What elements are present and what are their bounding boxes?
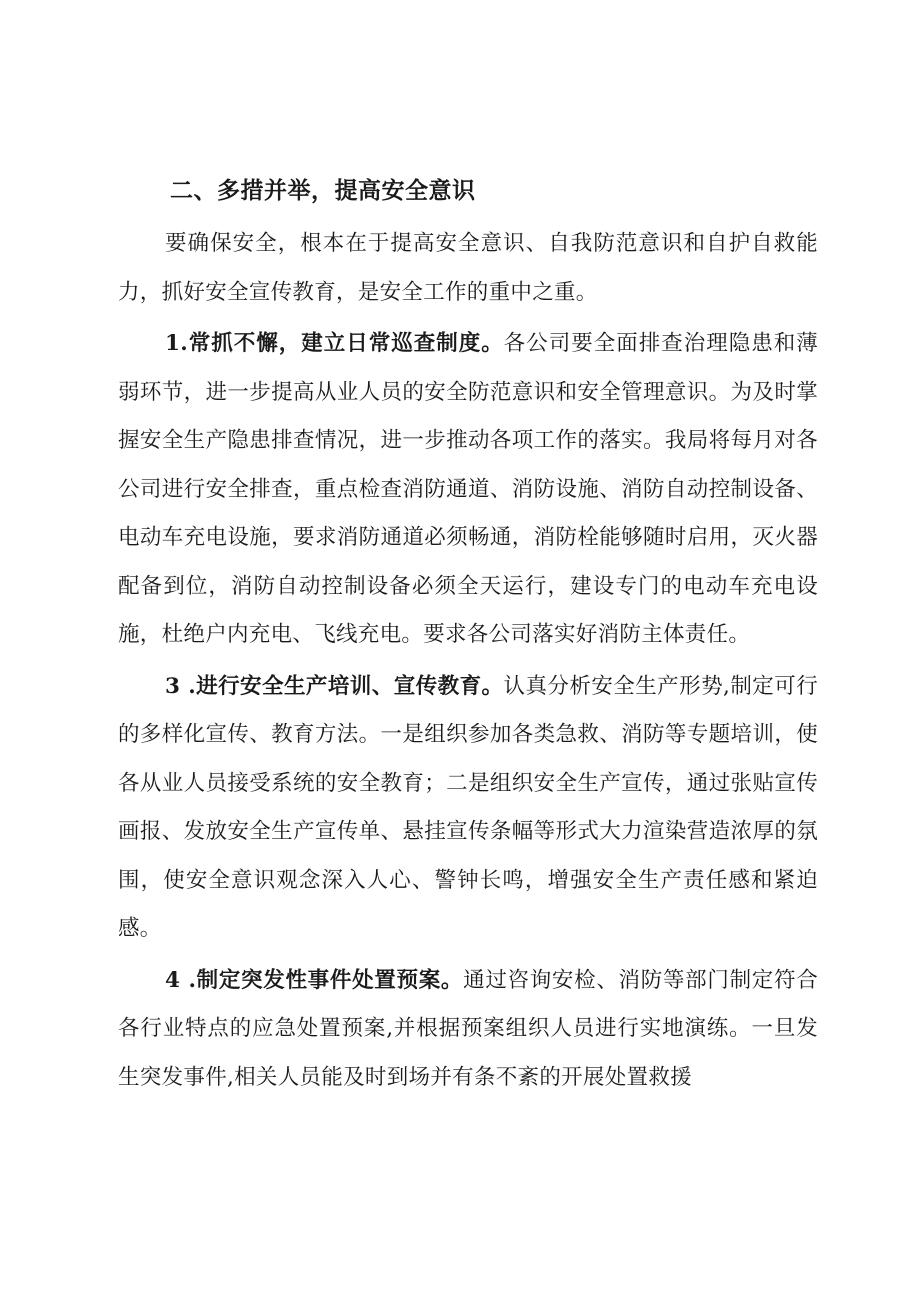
item-paragraph-3 [118, 663, 818, 954]
item-paragraph-4 [118, 957, 818, 1103]
item-body-1: 各公司要全面排查治理隐患和薄弱环节，进一步提高从业人员的安全防范意识和安全管理意识。为及时掌握安全生产隐患排查情况，进一步推动各项工作的落实。我局将每月对各公司进行安全排查，重点检查消防通道、消防设施、消防自动控制设备、电动车充电设施，要求消防通道必须畅通，消防栓能够随时启用，灭火器配备到位，消防自动控制设备必须全天运行，建设专门的电动车充电设施，杜绝户内充电、飞线充电。要求各公司落实好消防主体责任。 [118, 331, 818, 647]
item-paragraph-1 [118, 320, 818, 660]
item-lead-1: 1.常抓不懈，建立日常巡查制度。 [165, 331, 504, 356]
section-heading: 二、多措并举，提高安全意识 [170, 178, 476, 204]
item-body-4: 通过咨询安检、消防等部门制定符合各行业特点的应急处置预案,并根据预案组织人员进行实地演练。一旦发生突发事件,相关人员能及时到场并有条不紊的开展处置救援 [118, 967, 818, 1090]
item-body-3: 认真分析安全生产形势,制定可行的多样化宣传、教育方法。一是组织参加各类急救、消防等专题培训，使各从业人员接受系统的安全教育；二是组织安全生产宣传，通过张贴宣传画报、发放安全生产宣传单、悬挂宣传条幅等形式大力渲染营造浓厚的氛围，使安全意识观念深入人心、警钟长鸣，增强安全生产责任感和紧迫感。 [118, 673, 818, 941]
item-lead-3: 3 .进行安全生产培训、宣传教育。 [165, 673, 504, 699]
intro-paragraph: 要确保安全，根本在于提高安全意识、自我防范意识和自护自救能力，抓好安全宣传教育，是安全工作的重中之重。 [118, 231, 818, 305]
item-lead-4: 4 .制定突发性事件处置预案。 [165, 967, 464, 993]
document-body [118, 172, 818, 1105]
